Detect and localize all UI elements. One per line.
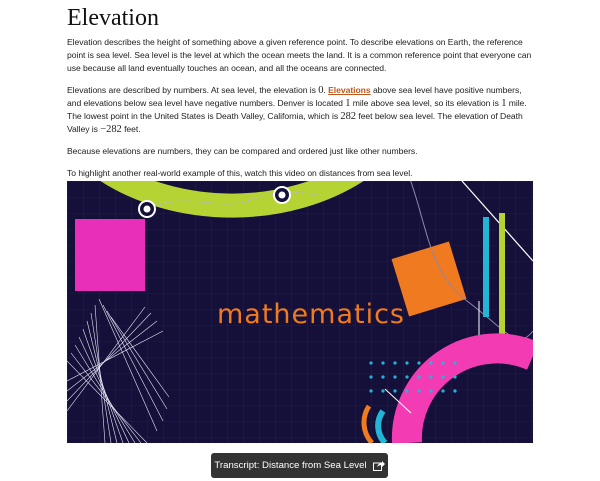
magenta-square-shape	[75, 219, 145, 291]
paragraph-definition: Elevation describes the height of something above a given reference point. To describe elevations on Earth, the reference point is sea level. Sea level is the level at which the ocean meets the land. It is a common reference point that everyone can use because all land eventually touches an ocean, and all the oceans are connected.	[67, 37, 532, 73]
paragraph-compare: Because elevations are numbers, they can be compared and ordered just like other numbers.	[67, 146, 418, 156]
math-282: 282	[340, 111, 357, 122]
share-arrow-icon	[373, 460, 385, 471]
cyan-bar-shape	[483, 217, 489, 317]
math-negative-282: −282	[100, 124, 122, 135]
math-one: 1	[501, 98, 507, 109]
vocab-link-elevations[interactable]: Elevations	[328, 85, 371, 95]
article	[67, 0, 537, 189]
video-player[interactable]	[67, 181, 533, 443]
video-thumbnail	[67, 181, 533, 443]
paragraph-elevation-numbers: Elevations are described by numbers. At sea level, the elevation is 0. Elevations above sea level have positive numbers, and elevations below sea level have negative numbers. Denver is located 1 mile above sea level, so its elevation is 1 mile. The lowest point in the United States is Death Valley, California, which is 282 feet below sea level. The elevation of Death Valley is −282 feet.	[67, 85, 527, 135]
page-title: Elevation	[67, 5, 159, 31]
transcript-button[interactable]	[211, 453, 388, 478]
math-one: 1	[345, 98, 351, 109]
video-title-text: mathematics	[217, 299, 406, 330]
math-zero: 0	[318, 85, 324, 96]
transcript-button-label: Transcript: Distance from Sea Level	[214, 460, 367, 471]
paragraph-video-intro: To highlight another real-world example of this, watch this video on distances from sea level.	[67, 168, 413, 178]
